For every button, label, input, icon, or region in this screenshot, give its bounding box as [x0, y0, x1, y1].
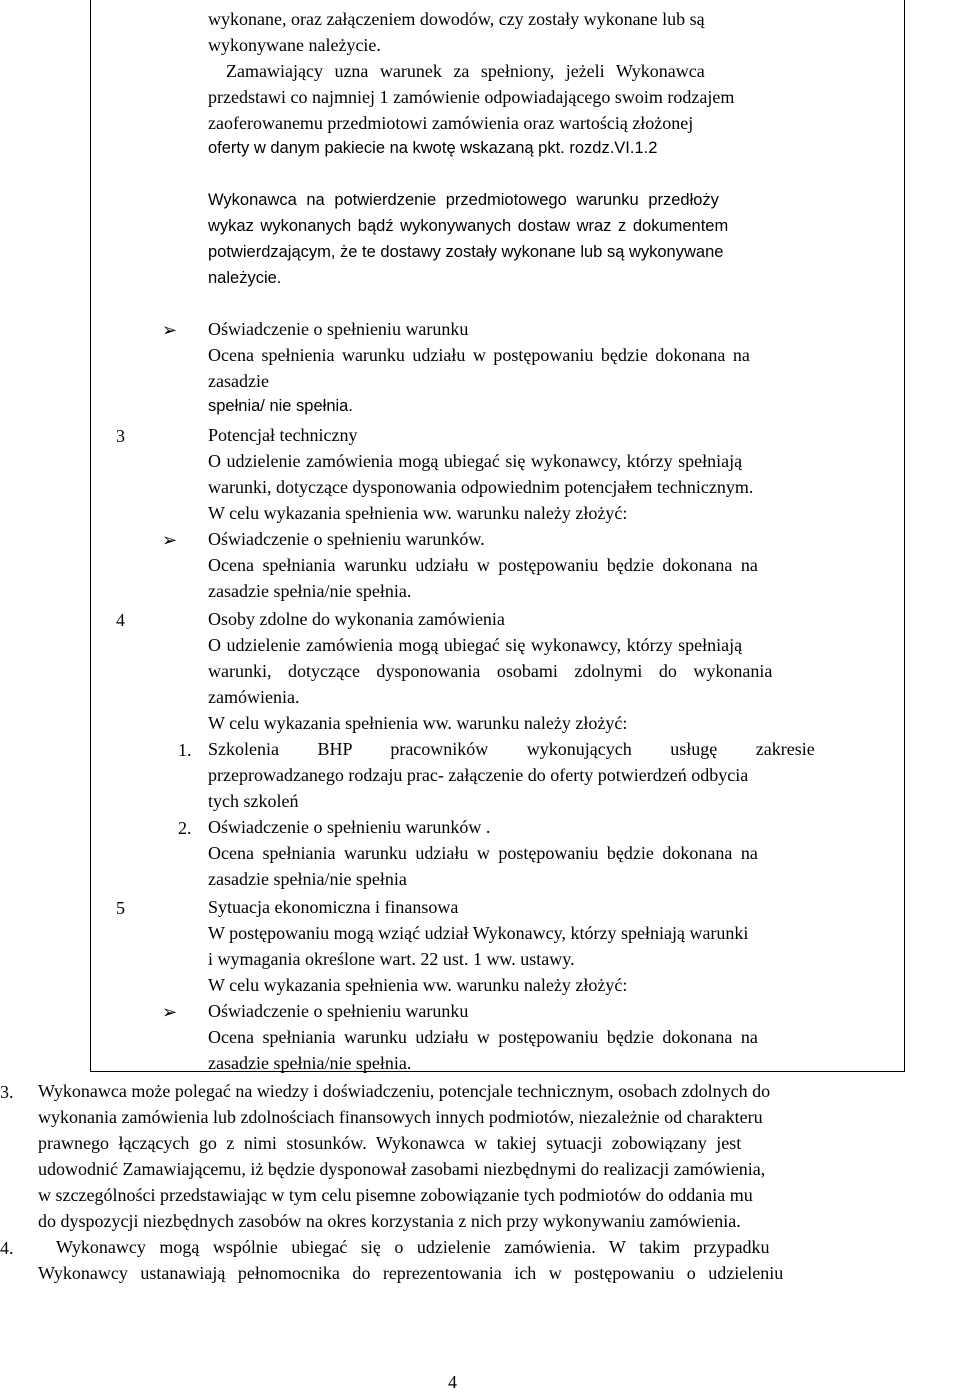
row4-line: warunki, dotyczące dysponowania osobami zdolnymi do wykonania [208, 661, 773, 681]
cont-line: wykonane, oraz załączeniem dowodów, czy zostały wykonane lub są [208, 9, 705, 29]
cont-line: Oświadczenie o spełnieniu warunku [208, 319, 469, 339]
row-number: 3 [116, 426, 125, 446]
row5-line: Sytuacja ekonomiczna i finansowa [208, 897, 459, 917]
row5-line: zasadzie spełnia/nie spełnia. [208, 1053, 412, 1073]
cont-line: spełnia/ nie spełnia. [208, 397, 353, 415]
para3-line: wykonania zamówienia lub zdolnościach finansowych innych podmiotów, niezależnie od charakteru [38, 1107, 763, 1127]
row3-line: Ocena spełniania warunku udziału w postępowaniu będzie dokonana na [208, 555, 758, 575]
para3-line: Wykonawca może polegać na wiedzy i doświadczeniu, potencjale technicznym, osobach zdolnych do [38, 1081, 771, 1101]
cont-line: Ocena spełnienia warunku udziału w postępowaniu będzie dokonana na [208, 345, 750, 365]
page-number: 4 [448, 1372, 457, 1392]
row3-line: warunki, dotyczące dysponowania odpowiednim potencjałem technicznym. [208, 477, 754, 497]
row4-line: przeprowadzanego rodzaju prac- załączenie do oferty potwierdzeń odbycia [208, 765, 749, 785]
row4-line: tych szkoleń [208, 791, 299, 811]
cont-line: przedstawi co najmniej 1 zamówienie odpowiadającego swoim rodzajem [208, 87, 735, 107]
list-number: 1. [178, 740, 192, 760]
para3-line: w szczególności przedstawiając w tym celu pisemne zobowiązanie tych podmiotów do oddania mu [38, 1185, 753, 1205]
list-number: 2. [178, 818, 192, 838]
bullet-arrow-icon: ➢ [162, 530, 178, 550]
cont-line: oferty w danym pakiecie na kwotę wskazaną pkt. rozdz.VI.1.2 [208, 139, 658, 157]
row3-line: W celu wykazania spełnienia ww. warunku należy złożyć: [208, 503, 628, 523]
para3-line: do dyspozycji niezbędnych zasobów na okres korzystania z nich przy wykonywaniu zamówienia. [38, 1211, 741, 1231]
row3-line: zasadzie spełnia/nie spełnia. [208, 581, 412, 601]
paragraph-number: 3. [0, 1082, 14, 1102]
row4-line: W celu wykazania spełnienia ww. warunku należy złożyć: [208, 713, 628, 733]
row-number: 4 [116, 610, 125, 630]
row5-line: W celu wykazania spełnienia ww. warunku należy złożyć: [208, 975, 628, 995]
row4-line: zamówienia. [208, 687, 300, 707]
cont-line: Wykonawca na potwierdzenie przedmiotowego warunku przedłoży [208, 191, 719, 209]
row4-line: O udzielenie zamówienia mogą ubiegać się wykonawcy, którzy spełniają [208, 635, 743, 655]
bullet-arrow-icon: ➢ [162, 1002, 178, 1022]
cont-line: wykonywane należycie. [208, 35, 381, 55]
cont-line: Zamawiający uzna warunek za spełniony, jeżeli Wykonawca [226, 61, 705, 81]
row4-line: Oświadczenie o spełnieniu warunków . [208, 817, 491, 837]
row5-line: Oświadczenie o spełnieniu warunku [208, 1001, 469, 1021]
table-right-border [904, 0, 905, 1071]
row5-line: W postępowaniu mogą wziąć udział Wykonawcy, którzy spełniają warunki [208, 923, 749, 943]
cont-line: należycie. [208, 269, 282, 287]
row4-line: zasadzie spełnia/nie spełnia [208, 869, 407, 889]
table-left-border [90, 0, 91, 1071]
cont-line: zasadzie [208, 371, 269, 391]
row4-line: Ocena spełniania warunku udziału w postępowaniu będzie dokonana na [208, 843, 758, 863]
row4-line: Szkolenia BHP pracowników wykonujących usługę zakresie [208, 739, 815, 759]
para3-line: udowodnić Zamawiającemu, iż będzie dysponował zasobami niezbędnymi do realizacji zamówienia, [38, 1159, 766, 1179]
row3-line: Potencjał techniczny [208, 425, 358, 445]
row5-line: i wymagania określone wart. 22 ust. 1 ww. ustawy. [208, 949, 575, 969]
row3-line: O udzielenie zamówienia mogą ubiegać się wykonawcy, którzy spełniają [208, 451, 743, 471]
cont-line: wykaz wykonanych bądź wykonywanych dostaw wraz z dokumentem [208, 217, 729, 235]
row3-line: Oświadczenie o spełnieniu warunków. [208, 529, 485, 549]
para4-line: Wykonawcy mogą wspólnie ubiegać się o udzielenie zamówienia. W takim przypadku [56, 1237, 770, 1257]
para4-line: Wykonawcy ustanawiają pełnomocnika do reprezentowania ich w postępowaniu o udzieleniu [38, 1263, 784, 1283]
row4-line: Osoby zdolne do wykonania zamówienia [208, 609, 505, 629]
paragraph-number: 4. [0, 1238, 14, 1258]
row5-line: Ocena spełniania warunku udziału w postępowaniu będzie dokonana na [208, 1027, 758, 1047]
cont-line: zaoferowanemu przedmiotowi zamówienia oraz wartością złożonej [208, 113, 694, 133]
row-number: 5 [116, 898, 125, 918]
bullet-arrow-icon: ➢ [162, 320, 178, 340]
cont-line: potwierdzającym, że te dostawy zostały wykonane lub są wykonywane [208, 243, 724, 261]
para3-line: prawnego łączących go z nimi stosunków. Wykonawca w takiej sytuacji zobowiązany jest [38, 1133, 742, 1153]
